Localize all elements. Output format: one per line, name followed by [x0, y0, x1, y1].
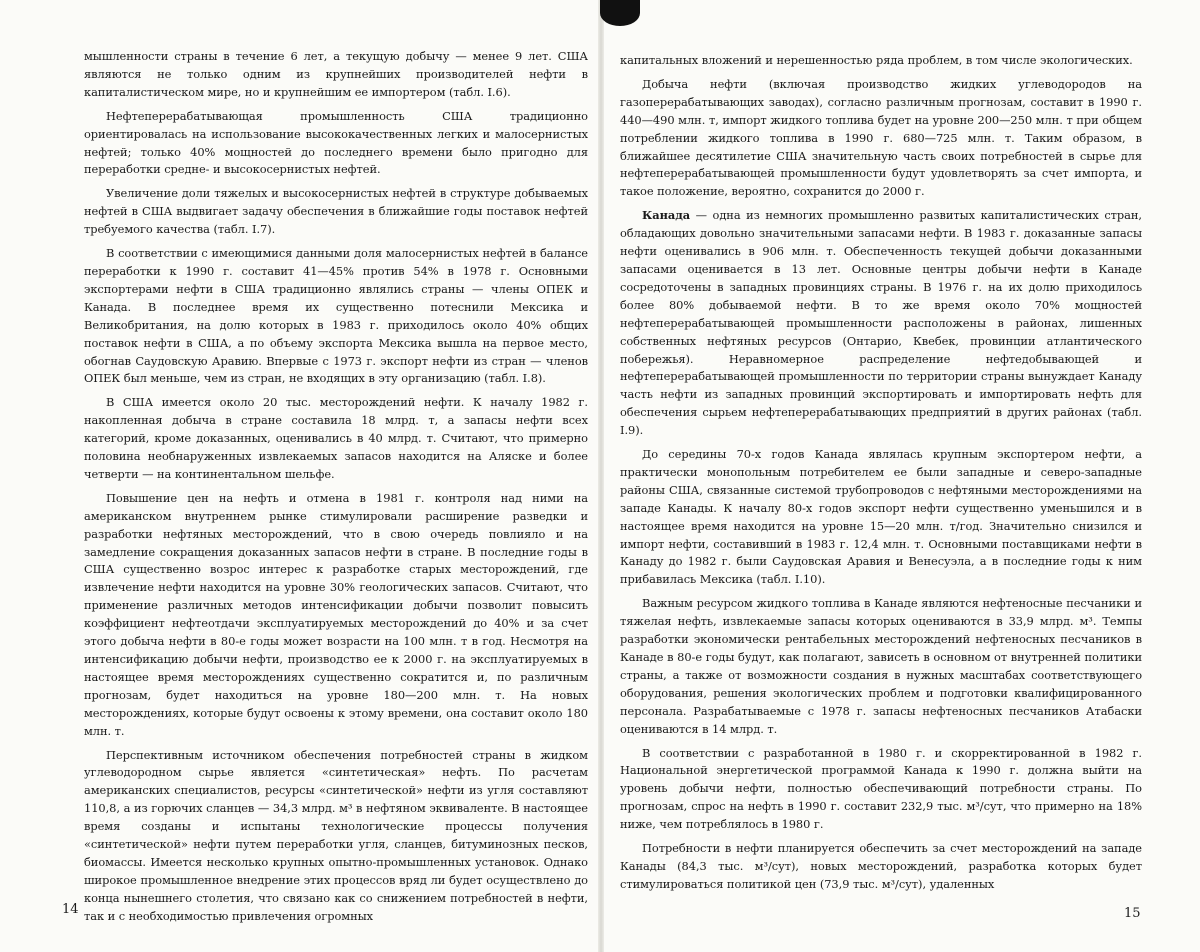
ink-blot [600, 0, 640, 26]
right-paragraph-6: В соответствии с разработанной в 1980 г. и скорректированной в 1982 г. Национальной энергетической программой Канада к 1990 г. должна выйти на уровень добычи нефти, полностью обеспечивающий потребности страны. По прогнозам, спрос на нефть в 1990 г. составит 232,9 тыс. м³/сут, что примерно на 18% ниже, чем потреблялось в 1980 г. [620, 745, 1142, 832]
left-paragraph-4: В соответствии с имеющимися данными доля малосернистых нефтей в балансе переработки к 1990 г. составит 41—45% против 54% в 1978 г. Основными экспортерами нефти в США традиционно являлись страны — члены ОПЕК и Канада. В последнее время их существенно потеснили Мексика и Великобритания, на долю которых в 1983 г. приходилось около 40% общих поставок нефти в США, а по объему экспорта Мексика вышла на первое место, обогнав Саудовскую Аравию. Впервые с 1973 г. экспорт нефти из стран — членов ОПЕК был меньше, чем из стран, не входящих в эту организацию (табл. I.8). [84, 246, 588, 386]
right-paragraph-1: капитальных вложений и нерешенностью ряда проблем, в том числе экологических. [620, 53, 1133, 67]
left-paragraph-3: Увеличение доли тяжелых и высокосернистых нефтей в структуре добываемых нефтей в США выдвигает задачу обеспечения в ближайшие годы поставок нефтей требуемого качества (табл. I.7). [84, 186, 588, 237]
right-paragraph-2: Добыча нефти (включая производство жидких углеводородов на газоперерабатывающих заводах), согласно различным прогнозам, составит в 1990 г. 440—490 млн. т, импорт жидкого топлива будет на уровне 200—250 млн. т при общем потреблении жидкого топлива в 1990 г. 680—725 млн. т. Таким образом, в ближайшее десятилетие США значительную часть своих потребностей в сырье для нефтеперерабатывающей промышленности будут удовлетворять за счет импорта, и такое положение, вероятно, сохранится до 2000 г. [620, 76, 1142, 199]
right-paragraph-4: До середины 70-х годов Канада являлась крупным экспортером нефти, а практически монопольным потребителем ее были западные и северо-западные районы США, связанные системой трубопроводов с нефтяными месторождениями на западе Канады. К началу 80-х годов экспорт нефти существенно уменьшился и в настоящее время находится на уровне 15—20 млн. т/год. Значительно снизился и импорт нефти, составивший в 1983 г. 12,4 млн. т. Основными поставщиками нефти в Канаду до 1982 г. были Саудовская Аравия и Венесуэла, а в последние годы к ним прибавилась Мексика (табл. I.10). [620, 447, 1142, 587]
left-paragraph-6: Повышение цен на нефть и отмена в 1981 г. контроля над ними на американском внутреннем рынке стимулировали расширение разведки и разработки нефтяных месторождений, что в свою очередь повлияло и на замедление сокращения доказанных запасов нефти в стране. В последние годы в США существенно возрос интерес к разработке старых месторождений, где извлечение нефти находится на уровне 30% геологических запасов. Считают, что применение различных методов интенсификации добычи позволит повысить коэффициент нефтеотдачи эксплуатируемых месторождений до 40% и за счет этого добыча нефти в 80-е годы может возрасти на 100 млн. т в год. Несмотря на интенсификацию добычи нефти, производство ее к 2000 г. на эксплуатируемых в настоящее время месторождениях существенно сократится и, по различным прогнозам, будет находиться на уровне 180—200 млн. т. На новых месторождениях, которые будут освоены к этому времени, она составит около 180 млн. т. [84, 490, 588, 738]
right-paragraph-7: Потребности в нефти планируется обеспечить за счет месторождений на западе Канады (84,3 тыс. м³/сут), новых месторождений, разработка которых будет стимулироваться политикой цен (73,9 тыс. м³/сут), удаленных [620, 841, 1142, 891]
left-paragraph-5: В США имеется около 20 тыс. месторождений нефти. К началу 1982 г. накопленная добыча в стране составила 18 млрд. т, а запасы нефти всех категорий, кроме доказанных, оценивались в 40 млрд. т. Считают, что примерно половина необнаруженных извлекаемых запасов находится на Аляске и более четверти — на континентальном шельфе. [84, 395, 588, 481]
page-number-right: 15 [1124, 906, 1141, 921]
left-page [84, 48, 588, 932]
left-paragraph-7: Перспективным источником обеспечения потребностей страны в жидком углеводородном сырье является «синтетическая» нефть. По расчетам американских специалистов, ресурсы «синтетической» нефти из угля составляют 110,8, а из горючих сланцев — 34,3 млрд. м³ в нефтяном эквиваленте. В настоящее время созданы и испытаны технологические процессы получения «синтетической» нефти путем переработки угля, сланцев, битуминозных песков, биомассы. Имеется несколько крупных опытно-промышленных установок. Однако широкое промышленное внедрение этих процессов вряд ли будет осуществлено до конца нынешнего столетия, что связано как со снижением потребностей в нефти, так и с необходимостью привлечения огромных [84, 747, 588, 923]
left-paragraph-1: мышленности страны в течение 6 лет, а текущую добычу — менее 9 лет. США являются не только одним из крупнейших производителей нефти в капиталистическом мире, но и крупнейшим ее импортером (табл. I.6). [84, 49, 588, 99]
right-page [620, 52, 1142, 900]
right-paragraph-3-text: — одна из немногих промышленно развитых капиталистических стран, обладающих довольно значительными запасами нефти. В 1983 г. доказанные запасы нефти оценивались в 906 млн. т. Обеспеченность текущей добычи доказанными запасами оценивается в 13 лет. Основные центры добычи нефти в Канаде сосредоточены в западных провинциях страны. В 1976 г. на их долю приходилось более 80% добываемой нефти. В то же время около 70% мощностей нефтеперерабатывающей промышленности расположены в районах, лишенных собственных нефтяных ресурсов (Онтарио, Квебек, провинции атлантического побережья). Неравномерное распределение нефтедобывающей и нефтеперерабатывающей промышленности по территории страны вынуждает Канаду часть нефти из западных провинций экспортировать и импортировать нефть для обеспечения сырьем нефтеперерабатывающих предприятий в других районах (табл. I.9). [620, 208, 1142, 438]
page-number-left: 14 [62, 902, 79, 917]
right-paragraph-3 [620, 207, 1142, 440]
left-paragraph-2: Нефтеперерабатывающая промышленность США традиционно ориентировалась на использование высококачественных легких и малосернистых нефтей; только 40% мощностей до последнего времени было пригодно для переработки средне- и высокосернистых нефтей. [84, 108, 588, 177]
bold-lead-kanada: Канада [642, 208, 691, 223]
right-paragraph-5: Важным ресурсом жидкого топлива в Канаде являются нефтеносные песчаники и тяжелая нефть, извлекаемые запасы которых оцениваются в 33,9 млрд. м³. Темпы разработки экономически рентабельных месторождений нефтеносных песчаников в Канаде в 80-е годы будут, как полагают, зависеть в основном от внутренней политики страны, а также от возможности создания в нужных масштабах соответствующего оборудования, решения экологических проблем и подготовки квалифицированного персонала. Разрабатываемые с 1978 г. запасы нефтеносных песчаников Атабаски оцениваются в 14 млрд. т. [620, 596, 1142, 736]
book-gutter [598, 0, 604, 952]
